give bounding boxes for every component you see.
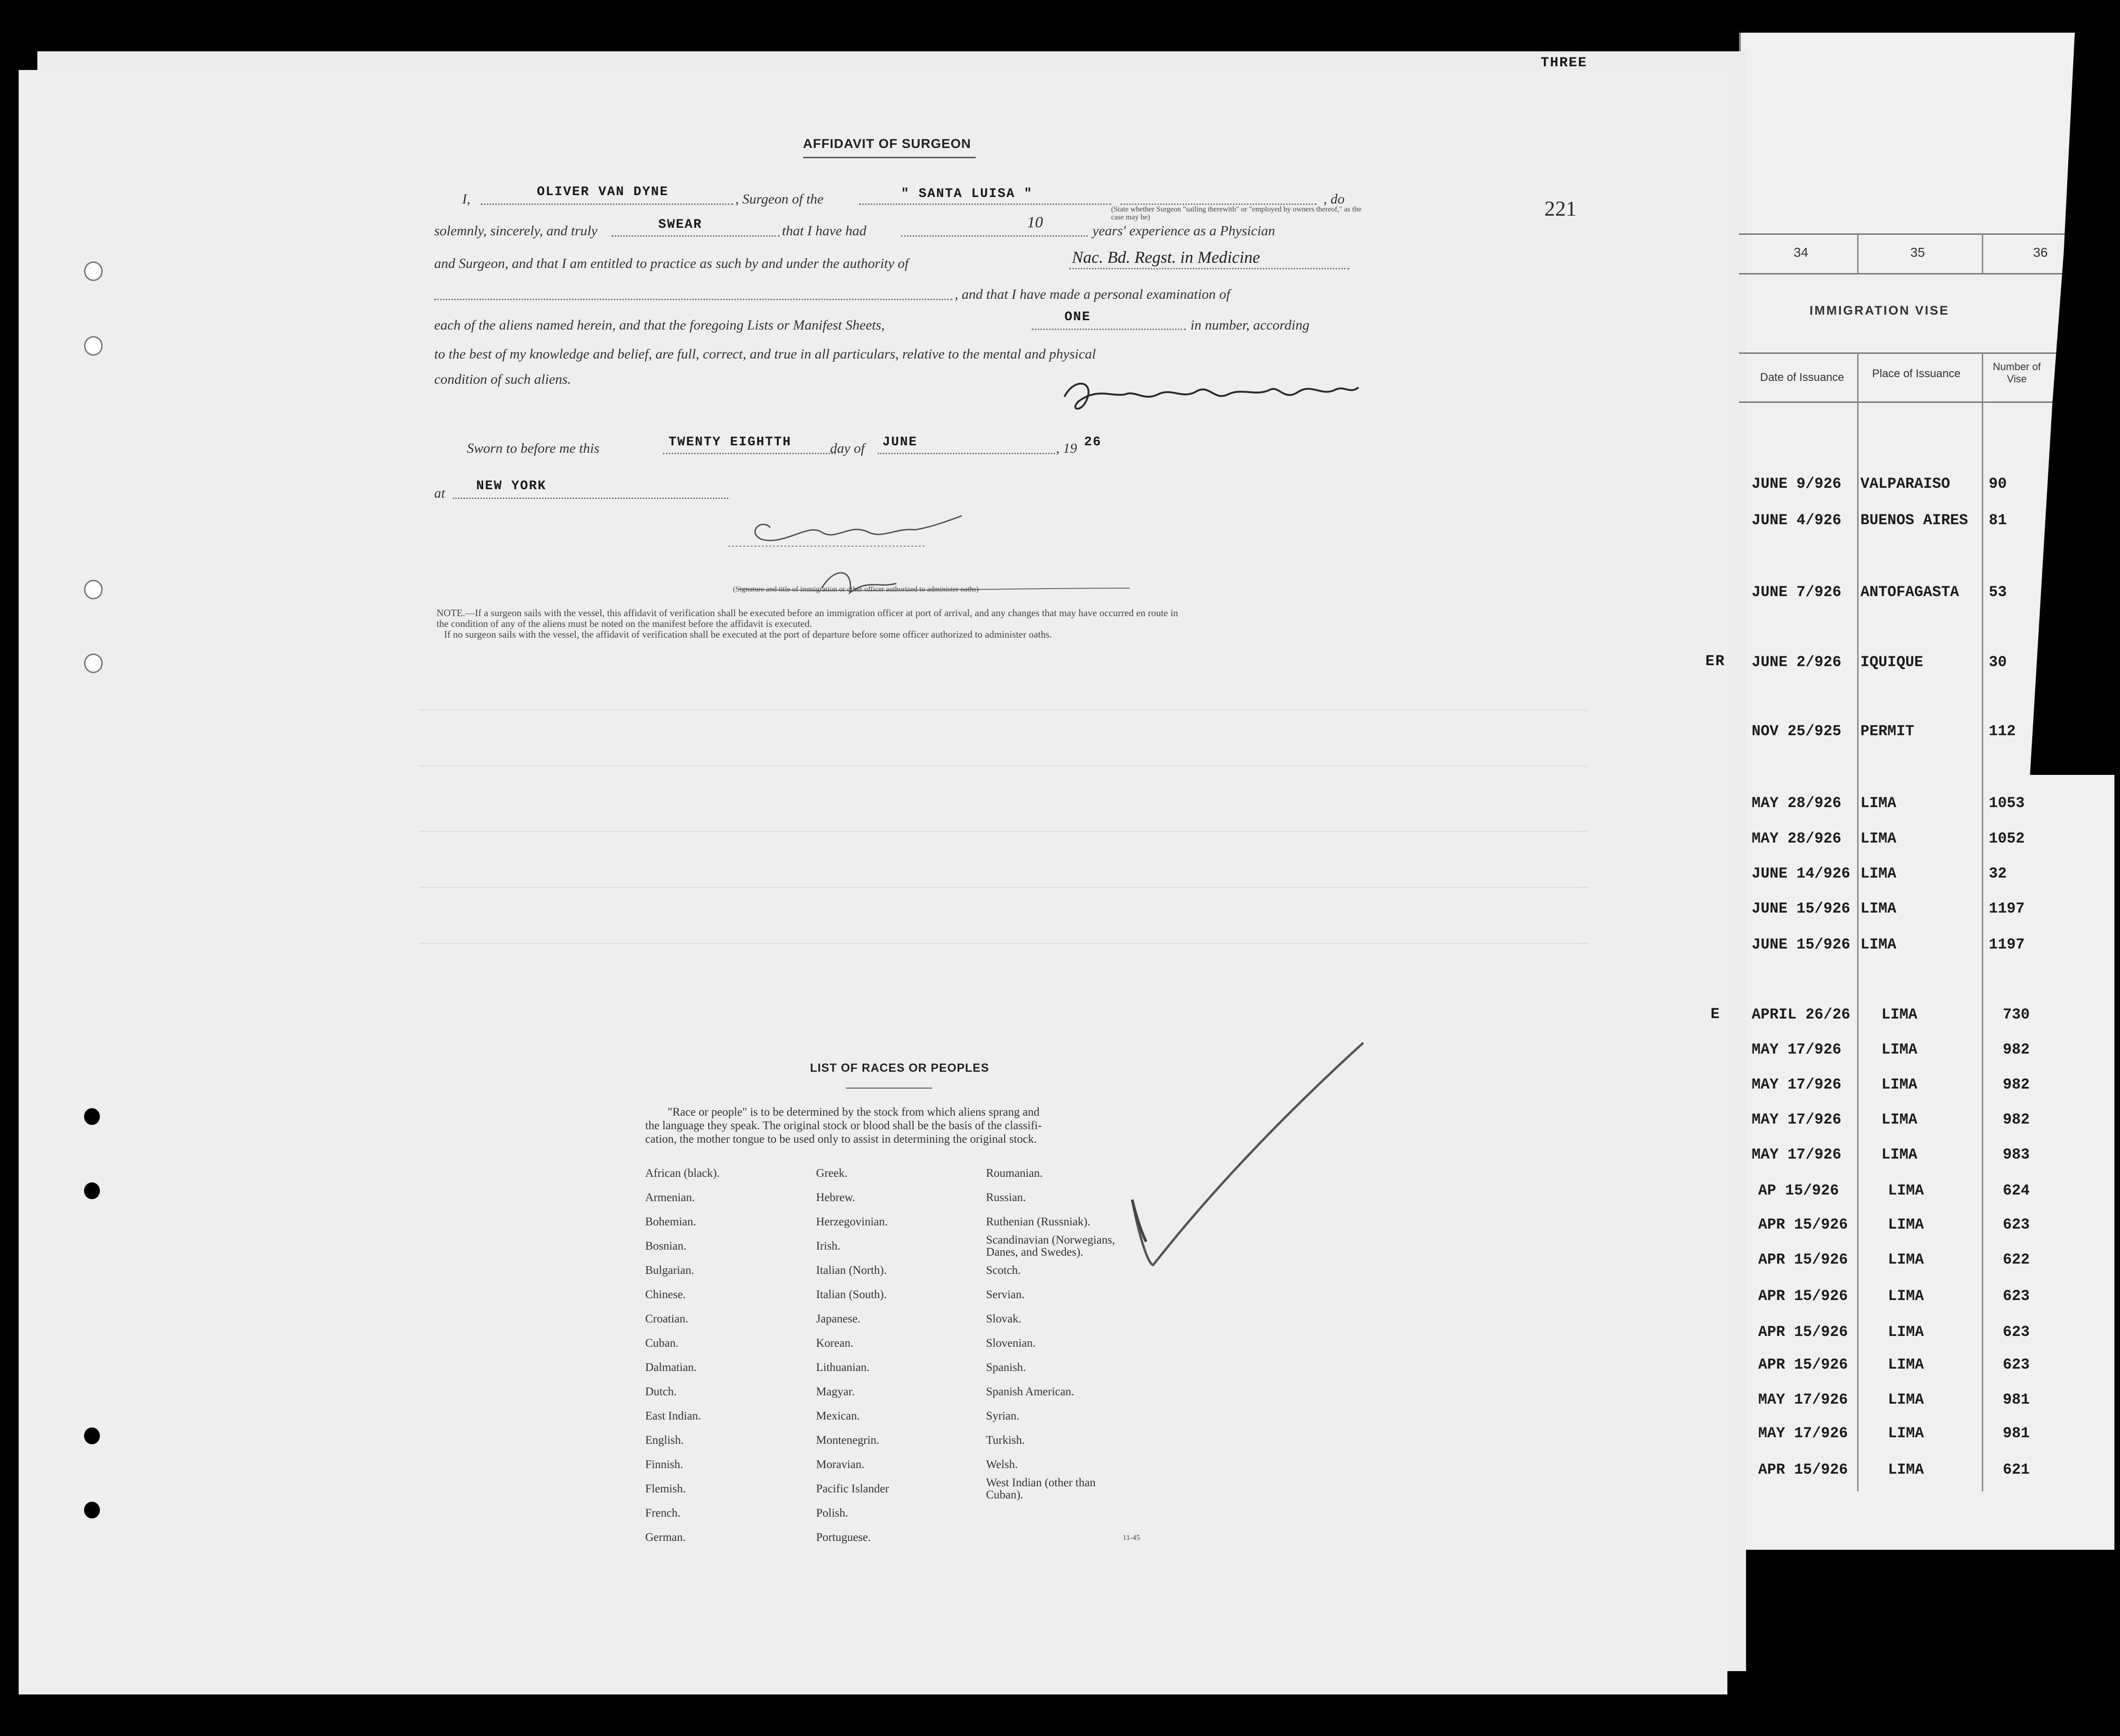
state-note: (State whether Surgeon "sailing therewith" or "employed by owners thereof," as the case may be) bbox=[1111, 205, 1361, 221]
oath-word: SWEAR bbox=[658, 218, 703, 232]
sheet-count: ONE bbox=[1064, 310, 1091, 324]
race-item: Slovak. bbox=[986, 1313, 1021, 1325]
vise-number: 1053 bbox=[1989, 794, 2025, 812]
binder-hole bbox=[84, 1502, 100, 1518]
header-number-of-vise: Number of Vise bbox=[1993, 361, 2041, 385]
race-item: Montenegrin. bbox=[816, 1434, 880, 1447]
race-item: Spanish. bbox=[986, 1361, 1026, 1374]
vise-number: 624 bbox=[2003, 1182, 2030, 1199]
vise-number: 90 bbox=[1989, 475, 2007, 492]
race-item: Polish. bbox=[816, 1507, 848, 1519]
races-intro bbox=[645, 1105, 1159, 1146]
vise-place: LIMA bbox=[1881, 1146, 1917, 1163]
line5-a: each of the aliens named herein, and that the foregoing Lists or Manifest Sheets, bbox=[434, 317, 885, 333]
col-divider bbox=[1982, 233, 1983, 273]
note-line-3: If no surgeon sails with the vessel, the affidavit of verification shall be executed at the port of departure before some officer authorized to administer oaths. bbox=[444, 629, 1052, 640]
vise-place: LIMA bbox=[1888, 1391, 1924, 1408]
race-item: Portuguese. bbox=[816, 1531, 871, 1544]
line2-c: years' experience as a Physician bbox=[1092, 223, 1275, 239]
race-item: Pacific Islander bbox=[816, 1483, 889, 1495]
races-column-2 bbox=[816, 1161, 889, 1550]
vise-date: JUNE 14/926 bbox=[1752, 865, 1851, 882]
sworn-year: 26 bbox=[1084, 435, 1102, 450]
race-item: Bulgarian. bbox=[645, 1264, 694, 1277]
vise-date: JUNE 15/926 bbox=[1752, 900, 1851, 917]
vise-place: LIMA bbox=[1860, 936, 1896, 953]
vise-number: 1197 bbox=[1989, 936, 2025, 953]
vise-number: 623 bbox=[2003, 1287, 2030, 1305]
col-header-top-line bbox=[1739, 233, 2113, 235]
sworn-month: JUNE bbox=[882, 435, 918, 450]
officer-caption: (Signature and title of immigration or other officer authorized to administer oaths) bbox=[733, 585, 979, 593]
vise-number: 982 bbox=[2003, 1076, 2030, 1093]
vise-number: 30 bbox=[1989, 654, 2007, 671]
vise-place: LIMA bbox=[1888, 1287, 1924, 1305]
vise-date: MAY 17/926 bbox=[1752, 1146, 1842, 1163]
col-header-bottom-line bbox=[1739, 273, 2113, 274]
vise-date: JUNE 7/926 bbox=[1752, 583, 1842, 601]
do-label: , do bbox=[1324, 191, 1345, 207]
race-item: Flemish. bbox=[645, 1483, 686, 1495]
vise-date: APR 15/926 bbox=[1758, 1461, 1848, 1478]
vise-date: JUNE 9/926 bbox=[1752, 475, 1842, 492]
race-item: Scandinavian (Norwegians, bbox=[986, 1234, 1115, 1246]
race-item: Bosnian. bbox=[645, 1240, 687, 1252]
vise-number: 622 bbox=[2003, 1251, 2030, 1268]
vise-number: 730 bbox=[2003, 1006, 2030, 1023]
vise-number: 621 bbox=[2003, 1461, 2030, 1478]
race-item: Japanese. bbox=[816, 1313, 861, 1325]
check-mark bbox=[1120, 1041, 1373, 1284]
status-line bbox=[1120, 187, 1317, 205]
vise-place: BUENOS AIRES bbox=[1860, 512, 1968, 529]
faint-underlying-form bbox=[420, 691, 1681, 1018]
vise-date: MAY 17/926 bbox=[1752, 1076, 1842, 1093]
vise-number: 53 bbox=[1989, 583, 2007, 601]
note-line-2: the condition of any of the aliens must be noted on the manifest before the affidavit is executed. bbox=[437, 618, 812, 629]
race-item: Italian (North). bbox=[816, 1264, 887, 1277]
page-number: 221 bbox=[1544, 197, 1577, 220]
vise-place: LIMA bbox=[1860, 865, 1896, 882]
race-item: Welsh. bbox=[986, 1458, 1018, 1471]
race-item: Russian. bbox=[986, 1191, 1026, 1204]
race-item: Spanish American. bbox=[986, 1385, 1074, 1398]
binder-hole bbox=[84, 261, 103, 281]
vise-place: LIMA bbox=[1888, 1425, 1924, 1442]
sworn-b: day of bbox=[830, 441, 865, 456]
intro-line-2: the language they speak. The original stock or blood shall be the basis of the classifi- bbox=[645, 1119, 1042, 1132]
affidavit-title: AFFIDAVIT OF SURGEON bbox=[803, 136, 972, 151]
col-divider bbox=[1857, 233, 1859, 273]
vise-place: ANTOFAGASTA bbox=[1860, 583, 1959, 601]
line7: condition of such aliens. bbox=[434, 372, 571, 387]
race-item: East Indian. bbox=[645, 1410, 701, 1422]
race-item: Italian (South). bbox=[816, 1288, 887, 1301]
race-item: Croatian. bbox=[645, 1313, 689, 1325]
line5-b: in number, according bbox=[1190, 317, 1310, 333]
vise-number: 112 bbox=[1989, 723, 2016, 740]
surgeon-name: OLIVER VAN DYNE bbox=[537, 185, 669, 199]
officer-signature bbox=[728, 495, 1139, 616]
vise-date: APR 15/926 bbox=[1758, 1216, 1848, 1233]
vise-date: MAY 17/926 bbox=[1752, 1041, 1842, 1058]
vise-date: NOV 25/925 bbox=[1752, 723, 1842, 740]
vise-number: 981 bbox=[2003, 1391, 2030, 1408]
affidavit-note bbox=[437, 608, 1370, 640]
race-item: Moravian. bbox=[816, 1458, 865, 1471]
vise-place: LIMA bbox=[1860, 794, 1896, 812]
vise-place: LIMA bbox=[1881, 1076, 1917, 1093]
line4: , and that I have made a personal examination of bbox=[955, 287, 1230, 302]
race-item: African (black). bbox=[645, 1167, 720, 1180]
vise-place: LIMA bbox=[1881, 1041, 1917, 1058]
vise-title: IMMIGRATION VISE bbox=[1810, 303, 1950, 317]
line3-a: and Surgeon, and that I am entitled to practice as such by and under the authority of bbox=[434, 256, 909, 271]
header-date-of-issuance: Date of Issuance bbox=[1760, 371, 1845, 384]
title-underline bbox=[803, 157, 976, 158]
binder-hole bbox=[84, 1427, 100, 1444]
race-item: Hebrew. bbox=[816, 1191, 855, 1204]
vise-number: 623 bbox=[2003, 1216, 2030, 1233]
right-manifest-sheet bbox=[1739, 33, 2114, 1550]
vise-place: PERMIT bbox=[1860, 723, 1915, 740]
vise-place: LIMA bbox=[1881, 1111, 1917, 1128]
vise-date: APR 15/926 bbox=[1758, 1323, 1848, 1341]
binder-hole bbox=[84, 336, 103, 356]
vise-number: 1052 bbox=[1989, 830, 2025, 847]
surgeon-of-label: , Surgeon of the bbox=[735, 191, 824, 207]
vise-date: JUNE 4/926 bbox=[1752, 512, 1842, 529]
races-title: LIST OF RACES OR PEOPLES bbox=[810, 1061, 989, 1075]
race-item: Roumanian. bbox=[986, 1167, 1043, 1180]
line2-a: solemnly, sincerely, and truly bbox=[434, 223, 598, 239]
vise-place: LIMA bbox=[1888, 1356, 1924, 1373]
vise-date: JUNE 15/926 bbox=[1752, 936, 1851, 953]
race-item: Cuban). bbox=[986, 1489, 1023, 1501]
vise-number: 982 bbox=[2003, 1041, 2030, 1058]
margin-mark-e: E bbox=[1711, 1005, 1721, 1023]
vise-date: APR 15/926 bbox=[1758, 1356, 1848, 1373]
race-item: West Indian (other than bbox=[986, 1476, 1096, 1489]
vise-date: APRIL 26/26 bbox=[1752, 1006, 1851, 1023]
race-item: Slovenian. bbox=[986, 1337, 1036, 1349]
race-item: German. bbox=[645, 1531, 686, 1544]
race-item: English. bbox=[645, 1434, 684, 1447]
col-number-36: 36 bbox=[2033, 245, 2048, 260]
vessel-name: " SANTA LUISA " bbox=[901, 187, 1033, 201]
sworn-day: TWENTY EIGHTTH bbox=[669, 435, 792, 450]
vise-date: MAY 28/926 bbox=[1752, 830, 1842, 847]
race-item: Irish. bbox=[816, 1240, 841, 1252]
vise-number: 623 bbox=[2003, 1356, 2030, 1373]
race-item: Dalmatian. bbox=[645, 1361, 697, 1374]
races-column-3 bbox=[986, 1161, 1115, 1501]
intro-line-3: cation, the mother tongue to be used only to assist in determining the original stock. bbox=[645, 1133, 1037, 1146]
binder-hole bbox=[84, 1182, 100, 1199]
vise-date: MAY 28/926 bbox=[1752, 794, 1842, 812]
vise-number: 81 bbox=[1989, 512, 2007, 529]
sheet-count-line bbox=[1032, 312, 1186, 330]
vise-date: MAY 17/926 bbox=[1758, 1391, 1848, 1408]
vise-number: 983 bbox=[2003, 1146, 2030, 1163]
vise-place: LIMA bbox=[1888, 1251, 1924, 1268]
race-item: Finnish. bbox=[645, 1458, 683, 1471]
vise-date: MAY 17/926 bbox=[1758, 1425, 1848, 1442]
vise-place: LIMA bbox=[1881, 1006, 1917, 1023]
vise-place: VALPARAISO bbox=[1860, 475, 1951, 492]
vise-place: IQUIQUE bbox=[1860, 654, 1923, 671]
header-place-of-issuance: Place of Issuance bbox=[1872, 367, 1961, 380]
race-item: Syrian. bbox=[986, 1410, 1020, 1422]
vise-place: LIMA bbox=[1860, 900, 1896, 917]
pronoun: I, bbox=[462, 191, 471, 207]
at-label: at bbox=[434, 485, 445, 501]
vise-place: LIMA bbox=[1888, 1216, 1924, 1233]
margin-mark-er: ER bbox=[1705, 653, 1726, 670]
race-item: Chinese. bbox=[645, 1288, 686, 1301]
vise-col-divider bbox=[1982, 352, 1983, 1491]
sworn-a: Sworn to before me this bbox=[467, 441, 599, 456]
vise-col-divider bbox=[1857, 352, 1859, 1491]
race-item: Dutch. bbox=[645, 1385, 677, 1398]
vise-number: 981 bbox=[2003, 1425, 2030, 1442]
corner-text: THREE bbox=[1541, 55, 1588, 71]
vise-number: 1197 bbox=[1989, 900, 2025, 917]
vise-date: APR 15/926 bbox=[1758, 1287, 1848, 1305]
vise-date: AP 15/926 bbox=[1758, 1182, 1839, 1199]
race-item: Herzegovinian. bbox=[816, 1216, 888, 1228]
line6: to the best of my knowledge and belief, are full, correct, and true in all particulars, relative to the mental and physical bbox=[434, 346, 1096, 362]
note-line-1: NOTE.—If a surgeon sails with the vessel, this affidavit of verification shall be executed before an immigration officer at port of arrival, and any changes that may have occurred en route in bbox=[437, 607, 1178, 618]
vise-place: LIMA bbox=[1888, 1461, 1924, 1478]
races-underline bbox=[846, 1088, 932, 1089]
vise-date: APR 15/926 bbox=[1758, 1251, 1848, 1268]
vise-number: 982 bbox=[2003, 1111, 2030, 1128]
vise-number: 623 bbox=[2003, 1323, 2030, 1341]
race-item: French. bbox=[645, 1507, 681, 1519]
surgeon-signature bbox=[1060, 369, 1363, 420]
race-item: Servian. bbox=[986, 1288, 1025, 1301]
race-item: Korean. bbox=[816, 1337, 853, 1349]
vise-place: LIMA bbox=[1860, 830, 1896, 847]
years-value: 10 bbox=[1027, 214, 1043, 231]
vise-place: LIMA bbox=[1888, 1323, 1924, 1341]
race-item: Bohemian. bbox=[645, 1216, 697, 1228]
col-number-34: 34 bbox=[1794, 245, 1809, 260]
sworn-c: , 19 bbox=[1056, 441, 1077, 456]
binder-hole bbox=[84, 1108, 100, 1125]
race-item: Danes, and Swedes). bbox=[986, 1246, 1084, 1258]
races-column-1 bbox=[645, 1161, 720, 1550]
vise-date: MAY 17/926 bbox=[1752, 1111, 1842, 1128]
race-item: Armenian. bbox=[645, 1191, 695, 1204]
race-item: Turkish. bbox=[986, 1434, 1025, 1447]
at-place: NEW YORK bbox=[476, 479, 547, 493]
race-item: Cuban. bbox=[645, 1337, 679, 1349]
vise-date: JUNE 2/926 bbox=[1752, 654, 1842, 671]
form-code: 11-45 bbox=[1123, 1534, 1140, 1542]
intro-line-1: "Race or people" is to be determined by the stock from which aliens sprang and bbox=[668, 1106, 1040, 1118]
race-item: Mexican. bbox=[816, 1410, 860, 1422]
authority-line-2 bbox=[434, 282, 952, 300]
line2-b: that I have had bbox=[782, 223, 866, 239]
race-item: Ruthenian (Russniak). bbox=[986, 1216, 1091, 1228]
race-item: Lithuanian. bbox=[816, 1361, 870, 1374]
vise-place: LIMA bbox=[1888, 1182, 1924, 1199]
race-item: Magyar. bbox=[816, 1385, 855, 1398]
col-number-35: 35 bbox=[1910, 245, 1925, 260]
years-line bbox=[901, 218, 1088, 237]
authority-handwritten: Nac. Bd. Regst. in Medicine bbox=[1072, 248, 1260, 267]
race-item: Scotch. bbox=[986, 1264, 1021, 1277]
binder-hole bbox=[84, 654, 103, 673]
race-item: Greek. bbox=[816, 1167, 848, 1180]
vise-number: 32 bbox=[1989, 865, 2007, 882]
binder-hole bbox=[84, 580, 103, 599]
